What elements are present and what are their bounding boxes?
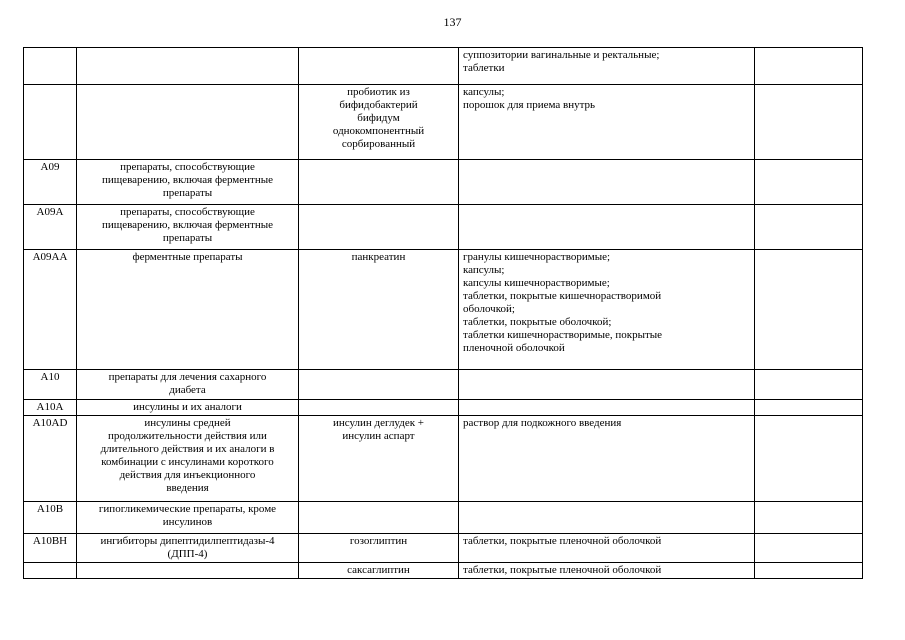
anatomical-group-cell — [77, 48, 299, 85]
drug-name-cell — [299, 48, 459, 85]
drug-name-cell — [299, 160, 459, 205]
cell-line: саксаглиптин — [347, 564, 410, 576]
dosage-form-cell — [459, 205, 755, 250]
atc-code: A09AA — [32, 251, 68, 263]
anatomical-group-cell — [77, 400, 299, 416]
dosage-form-cell — [459, 48, 755, 85]
atc-code: A10 — [40, 371, 60, 383]
cell-line: (ДПП-4) — [167, 548, 208, 560]
drug-name-cell — [299, 563, 459, 579]
atc-code-cell — [24, 400, 77, 416]
atc-code: A10BH — [32, 535, 68, 547]
atc-code-cell — [24, 48, 77, 85]
drug-name-cell — [299, 502, 459, 534]
atc-code-cell — [24, 563, 77, 579]
cell-line: препараты, способствующие — [120, 161, 255, 173]
dosage-form-cell — [459, 502, 755, 534]
table-row — [24, 48, 863, 85]
anatomical-group-cell — [77, 85, 299, 160]
cell-line: капсулы кишечнорастворимые; — [463, 277, 610, 289]
dosage-form-cell — [459, 85, 755, 160]
anatomical-group-cell — [77, 205, 299, 250]
cell-line: оболочкой; — [463, 303, 515, 315]
anatomical-group-cell — [77, 563, 299, 579]
cell-line: инсулинов — [162, 516, 213, 528]
notes-cell — [755, 250, 863, 370]
notes-cell — [755, 205, 863, 250]
drug-name-cell — [299, 370, 459, 400]
atc-code-cell — [24, 160, 77, 205]
cell-line: инсулин деглудек + — [332, 417, 425, 429]
dosage-form-cell — [459, 370, 755, 400]
cell-line: пробиотик из — [347, 86, 410, 98]
table-row — [24, 160, 863, 205]
notes-cell — [755, 534, 863, 563]
cell-line: бифидум — [357, 112, 400, 124]
drug-name-cell — [299, 85, 459, 160]
cell-line: суппозитории вагинальные и ректальные; — [463, 49, 660, 61]
cell-line: инсулины средней — [144, 417, 231, 429]
drug-name-cell — [299, 400, 459, 416]
cell-line: действия для инъекционного — [119, 469, 256, 481]
notes-cell — [755, 370, 863, 400]
dosage-form-cell — [459, 160, 755, 205]
table-row — [24, 250, 863, 370]
cell-line: гранулы кишечнорастворимые; — [463, 251, 611, 263]
notes-cell — [755, 160, 863, 205]
drug-name-cell — [299, 205, 459, 250]
table-row — [24, 85, 863, 160]
cell-line: длительного действия и их аналоги в — [100, 443, 275, 455]
anatomical-group-cell — [77, 370, 299, 400]
cell-line: пищеварению, включая ферментные — [101, 174, 274, 186]
table-row — [24, 370, 863, 400]
page-number: 137 — [443, 15, 462, 29]
drug-name-cell — [299, 416, 459, 502]
cell-line: пленочной оболочкой — [463, 342, 565, 354]
cell-line: введения — [166, 482, 209, 494]
atc-code-cell — [24, 205, 77, 250]
drug-table — [23, 47, 863, 579]
cell-line: таблетки, покрытые оболочкой; — [463, 316, 612, 328]
table-row — [24, 416, 863, 502]
cell-line: препараты для лечения сахарного — [108, 371, 267, 383]
atc-code-cell — [24, 370, 77, 400]
dosage-form-cell — [459, 416, 755, 502]
cell-line: препараты — [162, 187, 213, 199]
anatomical-group-cell — [77, 416, 299, 502]
cell-line: гипогликемические препараты, кроме — [98, 503, 277, 515]
cell-line: раствор для подкожного введения — [463, 417, 622, 429]
cell-line: ингибиторы дипептидилпептидазы-4 — [100, 535, 275, 547]
table-row — [24, 502, 863, 534]
notes-cell — [755, 502, 863, 534]
cell-line: панкреатин — [351, 251, 406, 263]
cell-line: сорбированный — [341, 138, 416, 150]
dosage-form-cell — [459, 534, 755, 563]
table-row — [24, 400, 863, 416]
cell-line: продолжительности действия или — [108, 430, 267, 442]
cell-line: таблетки, покрытые пленочной оболочкой — [463, 535, 662, 547]
cell-line: препараты, способствующие — [120, 206, 255, 218]
cell-line: таблетки, покрытые кишечнорастворимой — [463, 290, 662, 302]
notes-cell — [755, 416, 863, 502]
atc-code-cell — [24, 502, 77, 534]
drug-name-cell — [299, 250, 459, 370]
anatomical-group-cell — [77, 502, 299, 534]
atc-code: A10A — [36, 401, 64, 413]
atc-code: A09A — [36, 206, 64, 218]
dosage-form-cell — [459, 250, 755, 370]
cell-line: гозоглиптин — [349, 535, 408, 547]
anatomical-group-cell — [77, 534, 299, 563]
cell-line: таблетки кишечнорастворимые, покрытые — [463, 329, 663, 341]
cell-line: таблетки, покрытые пленочной оболочкой — [463, 564, 662, 576]
table-row — [24, 205, 863, 250]
notes-cell — [755, 563, 863, 579]
dosage-form-cell — [459, 400, 755, 416]
atc-code: A09 — [40, 161, 60, 173]
atc-code-cell — [24, 416, 77, 502]
cell-line: инсулин аспарт — [342, 430, 415, 442]
cell-line: препараты — [162, 232, 213, 244]
cell-line: диабета — [169, 384, 206, 396]
atc-code-cell — [24, 85, 77, 160]
notes-cell — [755, 48, 863, 85]
cell-line: пищеварению, включая ферментные — [101, 219, 274, 231]
cell-line: однокомпонентный — [332, 125, 425, 137]
cell-line: ферментные препараты — [132, 251, 243, 263]
cell-line: комбинации с инсулинами короткого — [101, 456, 274, 468]
drug-name-cell — [299, 534, 459, 563]
atc-code: A10AD — [32, 417, 68, 429]
cell-line: капсулы; — [463, 264, 505, 276]
atc-code-cell — [24, 250, 77, 370]
notes-cell — [755, 400, 863, 416]
cell-line: бифидобактерий — [339, 99, 418, 111]
atc-code-cell — [24, 534, 77, 563]
atc-code: A10B — [36, 503, 64, 515]
cell-line: порошок для приема внутрь — [463, 99, 596, 111]
table-row — [24, 563, 863, 579]
anatomical-group-cell — [77, 160, 299, 205]
dosage-form-cell — [459, 563, 755, 579]
cell-line: таблетки — [463, 62, 505, 74]
cell-line: инсулины и их аналоги — [133, 401, 242, 413]
anatomical-group-cell — [77, 250, 299, 370]
table-row — [24, 534, 863, 563]
cell-line: капсулы; — [463, 86, 505, 98]
notes-cell — [755, 85, 863, 160]
